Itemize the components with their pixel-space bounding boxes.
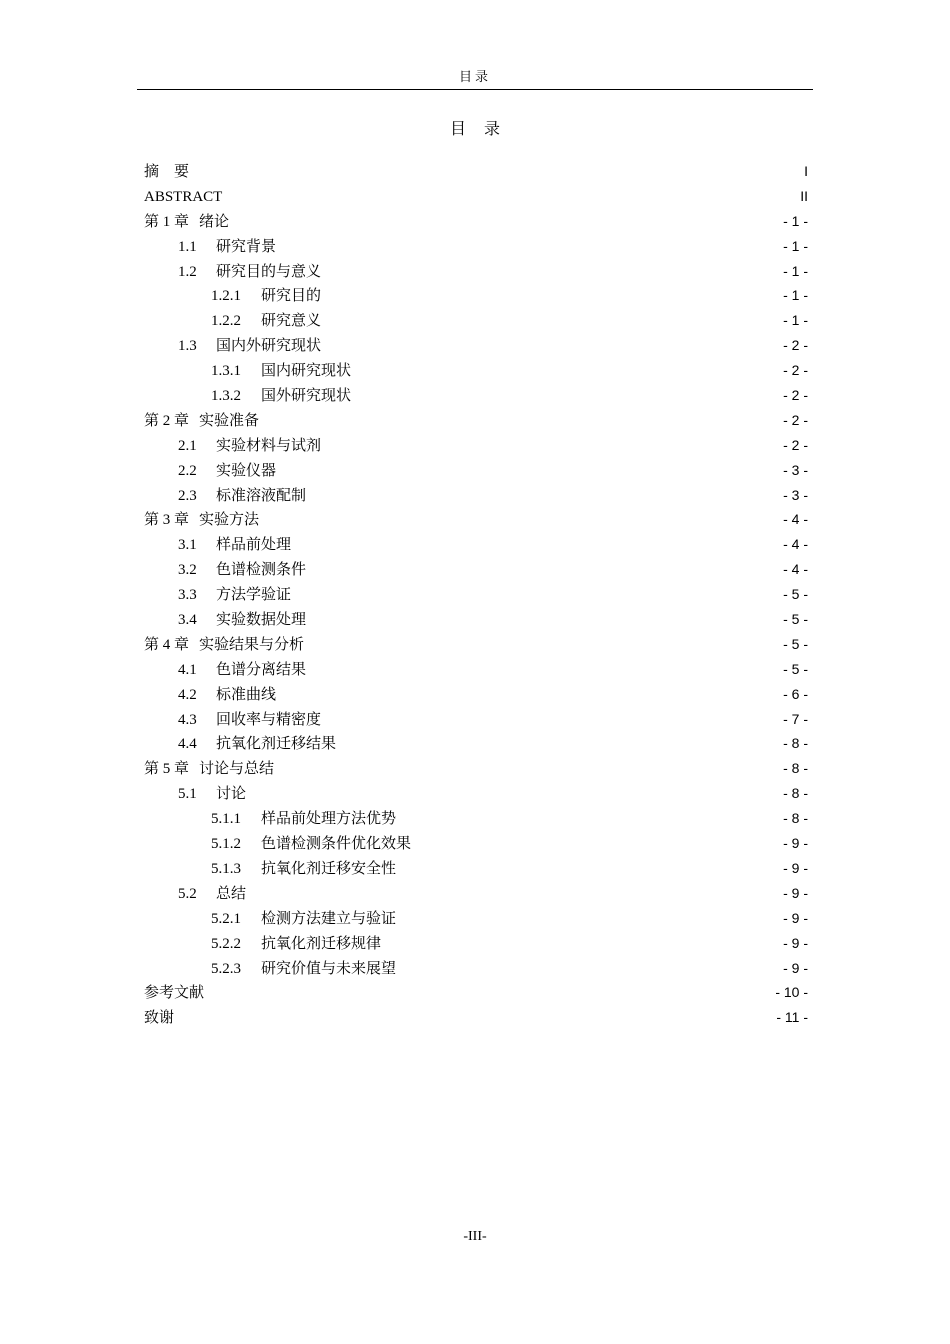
toc-entry-page: - 1 - [783,237,808,254]
toc-entry-number: 2.2 [178,462,197,479]
toc-entry-number: 4.2 [178,686,197,703]
toc-entry-page: - 6 - [783,685,808,702]
toc-entry[interactable] [144,259,808,284]
toc-entry[interactable] [144,458,808,483]
toc-entry-page: - 9 - [783,835,808,852]
toc-entry[interactable] [144,383,808,408]
toc-entry-label: 抗氧化剂迁移结果 [216,734,337,753]
toc-entry-label: 实验数据处理 [216,610,307,629]
toc-entry-page: - 1 - [783,262,808,279]
toc-entry-number: 5.2.1 [211,910,241,927]
toc-entry-page: - 5 - [783,635,808,652]
toc-entry-label: 研究价值与未来展望 [261,958,397,977]
toc-entry[interactable] [144,507,808,532]
toc-entry-label: 研究目的 [261,286,322,305]
toc-entry-label: 摘 要 [144,162,190,180]
toc-entry-label: 样品前处理 [216,535,292,554]
toc-entry-page: - 4 - [783,536,808,553]
toc-entry[interactable] [144,682,808,707]
toc-entry-number: 3.3 [178,587,197,604]
toc-entry-page: - 9 - [783,884,808,901]
toc-entry[interactable] [144,234,808,259]
toc-entry-number: 3.4 [178,612,197,629]
toc-entry[interactable] [144,831,808,856]
toc-entry[interactable] [144,881,808,906]
toc-entry[interactable] [144,931,808,956]
toc-entry-number: 3.2 [178,562,197,579]
toc-entry[interactable] [144,632,808,657]
toc-entry-label: 讨论 [216,784,247,803]
toc-entry-page: - 10 - [775,984,808,1001]
toc-entry[interactable] [144,184,808,209]
toc-entry-label: 研究背景 [216,236,277,255]
toc-entry[interactable] [144,582,808,607]
toc-entry-page: - 7 - [783,710,808,727]
toc-entry-label: 国内研究现状 [261,361,352,380]
toc-entry-page: - 2 - [783,411,808,428]
toc-entry-page: - 9 - [783,959,808,976]
toc-entry[interactable] [144,1005,808,1030]
toc-entry[interactable] [144,781,808,806]
toc-entry[interactable] [144,557,808,582]
toc-entry-number: 1.2 [178,263,197,280]
toc-entry[interactable] [144,906,808,931]
toc-entry-label: 研究意义 [261,311,322,330]
toc-entry-number: 4.4 [178,736,197,753]
toc-entry-label: 抗氧化剂迁移规律 [261,933,382,952]
toc-entry-page: - 2 - [783,362,808,379]
toc-entry-number: 5.1.1 [211,811,241,828]
toc-entry[interactable] [144,756,808,781]
toc-entry[interactable] [144,980,808,1005]
toc-entry-page: - 2 - [783,337,808,354]
toc-entry[interactable] [144,707,808,732]
toc-entry-page: - 5 - [783,586,808,603]
toc-entry-label: 色谱检测条件 [216,560,307,579]
running-header-title: 目录 [458,70,491,85]
toc-entry[interactable] [144,731,808,756]
toc-entry-page: - 3 - [783,461,808,478]
toc-entry-label: 国内外研究现状 [216,336,322,355]
toc-entry[interactable] [144,956,808,981]
toc-entry[interactable] [144,308,808,333]
toc-entry-page: - 2 - [783,436,808,453]
toc-entry-page: - 8 - [783,810,808,827]
toc-entry-page: - 11 - [776,1009,808,1026]
toc-entry-number: 第 2 章 [144,412,190,429]
toc-entry-label: ABSTRACT [144,188,223,205]
toc-title-part1: 目 [449,119,466,138]
toc-entry-page: - 8 - [783,760,808,777]
toc-entry-label: 样品前处理方法优势 [261,809,397,828]
toc-entry-page: - 5 - [783,611,808,628]
toc-entry-label: 标准曲线 [216,684,277,703]
toc-entry-label: 方法学验证 [216,585,292,604]
toc-entry-label: 研究目的与意义 [216,261,322,280]
toc-entry-page: - 1 - [783,212,808,229]
toc-entry-number: 1.3 [178,338,197,355]
toc-entry-number: 第 1 章 [144,213,190,230]
table-of-contents [144,159,808,1030]
toc-entry-page: - 9 - [783,909,808,926]
toc-entry-page: - 4 - [783,511,808,528]
toc-entry-label: 实验准备 [199,410,260,429]
toc-entry-page: - 5 - [783,660,808,677]
toc-entry-number: 5.1.2 [211,836,241,853]
toc-entry-label: 实验结果与分析 [199,634,305,653]
toc-entry-number: 1.1 [178,238,197,255]
toc-entry-page: - 9 - [783,859,808,876]
toc-entry-number: 2.1 [178,437,197,454]
toc-entry-number: 5.1.3 [211,860,241,877]
toc-entry-label: 实验方法 [199,510,260,529]
toc-entry[interactable] [144,283,808,308]
toc-entry-number: 5.2.3 [211,960,241,977]
toc-entry-number: 4.1 [178,661,197,678]
toc-entry-number: 1.2.2 [211,313,241,330]
toc-entry-page: - 8 - [783,785,808,802]
toc-entry-number: 5.2.2 [211,935,241,952]
toc-entry-page: - 9 - [783,934,808,951]
toc-entry[interactable] [144,358,808,383]
toc-entry-page: - 2 - [783,387,808,404]
toc-entry[interactable] [144,483,808,508]
toc-entry-number: 1.3.1 [211,363,241,380]
toc-entry-label: 致谢 [144,1008,175,1027]
toc-entry-number: 第 5 章 [144,761,190,778]
toc-entry-label: 色谱检测条件优化效果 [261,834,412,853]
toc-entry-label: 参考文献 [144,983,205,1002]
toc-entry-page: - 3 - [783,486,808,503]
toc-entry-label: 总结 [216,883,247,902]
toc-entry-number: 5.2 [178,885,197,902]
toc-entry-label: 国外研究现状 [261,386,352,405]
toc-entry-page: - 8 - [783,735,808,752]
toc-entry-label: 讨论与总结 [199,759,275,778]
toc-entry[interactable] [144,607,808,632]
toc-entry[interactable] [144,159,808,184]
toc-entry-page: I [804,163,808,179]
toc-title [0,118,950,140]
toc-entry-number: 3.1 [178,537,197,554]
toc-title-part2: 录 [484,119,501,138]
toc-entry-label: 色谱分离结果 [216,659,307,678]
toc-entry-label: 绪论 [199,211,230,230]
toc-entry[interactable] [144,532,808,557]
toc-entry-page: - 4 - [783,561,808,578]
toc-entry-label: 抗氧化剂迁移安全性 [261,858,397,877]
toc-entry-number: 5.1 [178,786,197,803]
toc-entry-number: 4.3 [178,711,197,728]
toc-entry-label: 回收率与精密度 [216,709,322,728]
toc-entry-label: 检测方法建立与验证 [261,908,397,927]
toc-entry-label: 标准溶液配制 [216,485,307,504]
toc-entry[interactable] [144,806,808,831]
toc-entry-number: 2.3 [178,487,197,504]
toc-entry-page: II [800,187,808,204]
toc-entry-label: 实验材料与试剂 [216,435,322,454]
toc-entry-number: 第 3 章 [144,512,190,529]
toc-entry[interactable] [144,408,808,433]
toc-entry-page: - 1 - [783,312,808,329]
page-number: -III- [463,1229,487,1244]
toc-entry[interactable] [144,333,808,358]
toc-entry-page: - 1 - [783,287,808,304]
toc-entry-number: 第 4 章 [144,636,190,653]
toc-entry-number: 1.2.1 [211,288,241,305]
toc-entry[interactable] [144,856,808,881]
toc-entry[interactable] [144,433,808,458]
running-header [137,68,813,90]
toc-entry-label: 实验仪器 [216,460,277,479]
toc-entry[interactable] [144,657,808,682]
toc-entry[interactable] [144,209,808,234]
toc-entry-number: 1.3.2 [211,388,241,405]
